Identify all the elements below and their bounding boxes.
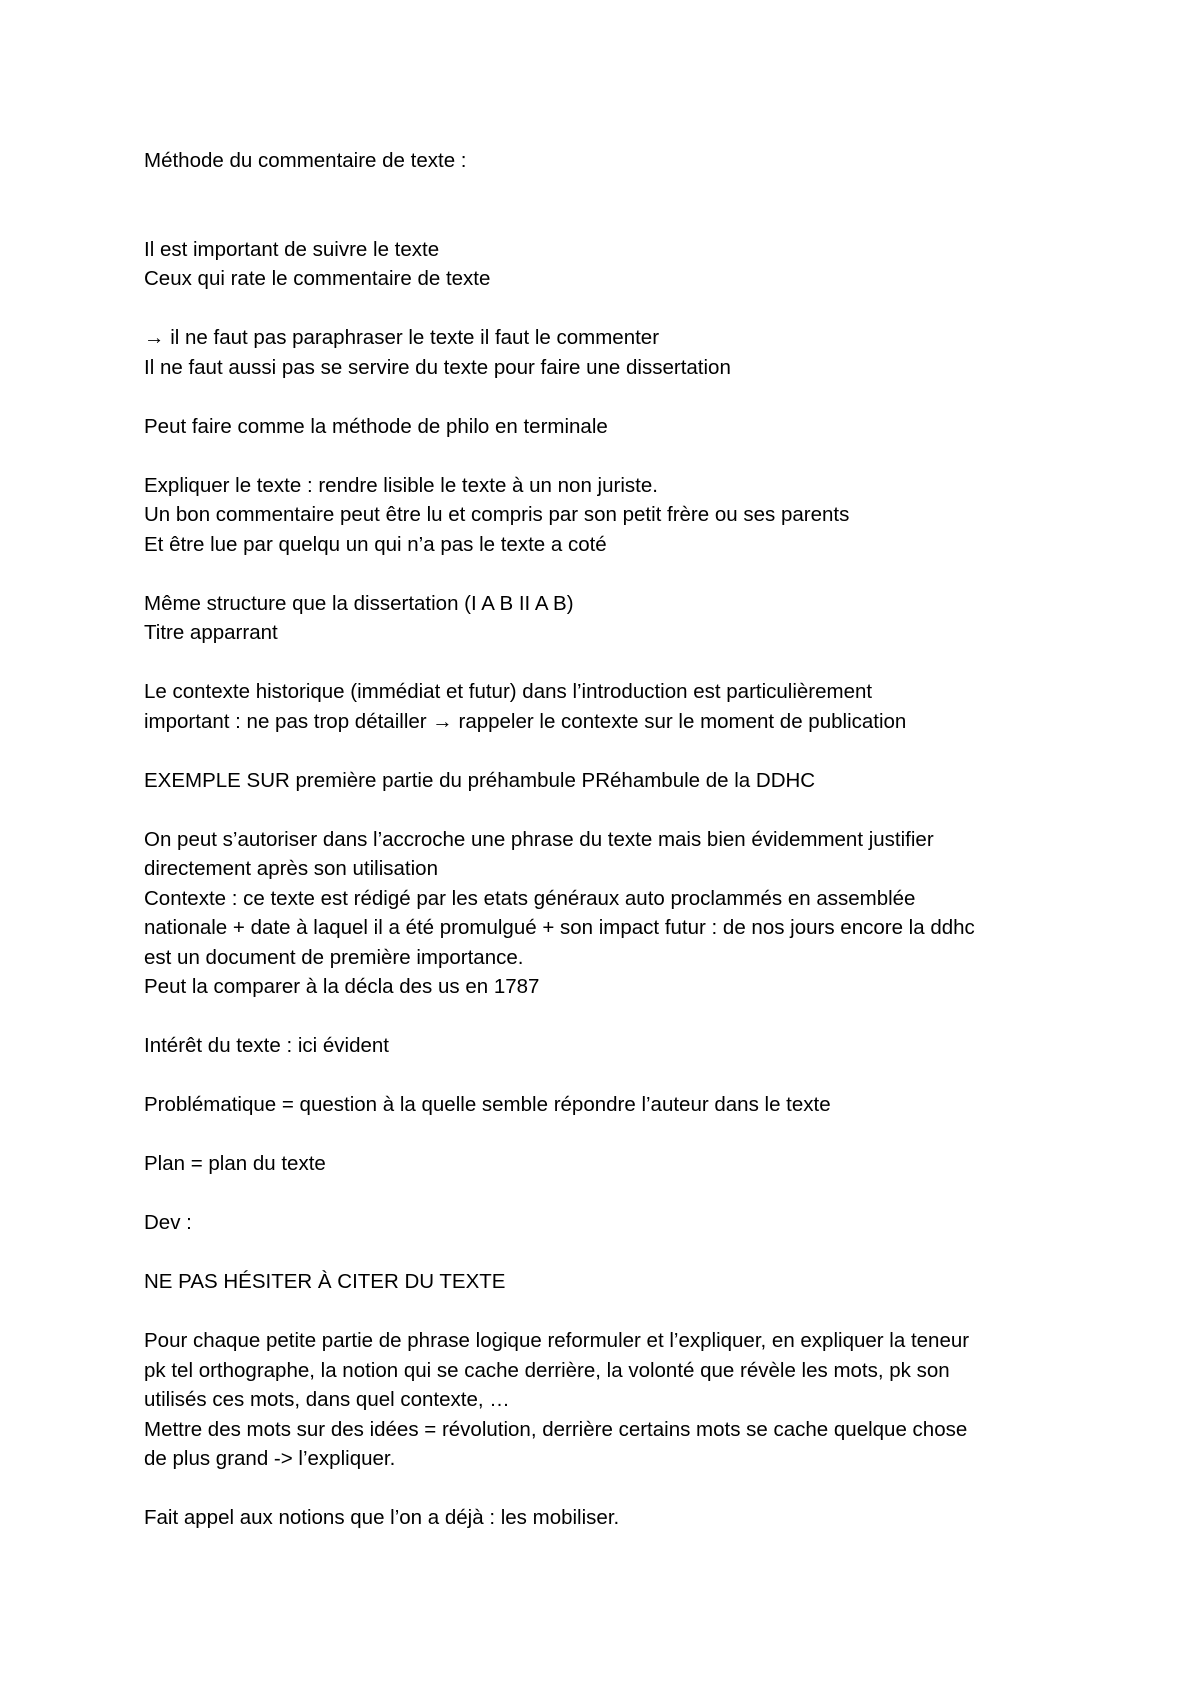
text-line: Il ne faut aussi pas se servire du texte pour faire une dissertation — [144, 355, 731, 379]
text-line: Fait appel aux notions que l’on a déjà : les mobiliser. — [144, 1506, 620, 1529]
paragraph — [144, 471, 1064, 560]
text-line: utilisés ces mots, dans quel contexte, … — [144, 1388, 510, 1411]
text-line: Il est important de suivre le texte — [144, 237, 440, 261]
text-line: Un bon commentaire peut être lu et compris par son petit frère ou ses parents — [144, 503, 850, 526]
text-line: de plus grand -> l’expliquer. — [144, 1447, 396, 1470]
text-line: EXEMPLE SUR première partie du préhambule PRéhambule de la DDHC — [144, 768, 816, 792]
text-line: est un document de première importance. — [144, 945, 524, 969]
text-line: Même structure que la dissertation (I A B II A B) — [144, 591, 574, 615]
paragraph — [144, 412, 1064, 442]
paragraph — [144, 589, 1064, 648]
paragraph — [144, 1326, 1064, 1474]
title-line: Méthode du commentaire de texte : — [144, 149, 467, 172]
text-line: → il ne faut pas paraphraser le texte il faut le commenter — [144, 326, 660, 349]
paragraph — [144, 677, 1064, 736]
text-line: Pour chaque petite partie de phrase logique reformuler et l’expliquer, en expliquer la teneur — [144, 1329, 970, 1352]
text-line: Ceux qui rate le commentaire de texte — [144, 267, 491, 290]
text-line: important : ne pas trop détailler → rappeler le contexte sur le moment de publication — [144, 709, 907, 733]
paragraph — [144, 323, 1064, 382]
text-line: Titre apparrant — [144, 621, 278, 644]
text-line: Dev : — [144, 1211, 192, 1234]
paragraph — [144, 1503, 1064, 1533]
paragraph — [144, 235, 1064, 294]
text-line: Expliquer le texte : rendre lisible le texte à un non juriste. — [144, 473, 658, 497]
paragraph — [144, 1267, 1064, 1297]
paragraph — [144, 1090, 1064, 1120]
paragraph — [144, 766, 1064, 796]
paragraph — [144, 1208, 1064, 1238]
text-line: directement après son utilisation — [144, 857, 438, 880]
text-line: Peut faire comme la méthode de philo en terminale — [144, 414, 608, 438]
text-line: On peut s’autoriser dans l’accroche une phrase du texte mais bien évidemment justifier — [144, 827, 934, 851]
text-line: nationale + date à laquel il a été promulgué + son impact futur : de nos jours encore la ddhc — [144, 916, 975, 939]
paragraph — [144, 1149, 1064, 1179]
text-line: Le contexte historique (immédiat et futur) dans l’introduction est particulièrement — [144, 680, 873, 703]
text-line: Contexte : ce texte est rédigé par les etats généraux auto proclammés en assemblée — [144, 886, 916, 910]
document-body — [144, 146, 1064, 1562]
text-line: Peut la comparer à la décla des us en 1787 — [144, 975, 540, 998]
text-line: NE PAS HÉSITER À CITER DU TEXTE — [144, 1270, 506, 1293]
text-line: Problématique = question à la quelle semble répondre l’auteur dans le texte — [144, 1093, 831, 1116]
text-line: Et être lue par quelqu un qui n’a pas le texte a coté — [144, 532, 607, 556]
text-line: Plan = plan du texte — [144, 1152, 326, 1175]
paragraph — [144, 825, 1064, 1002]
text-line: Mettre des mots sur des idées = révolution, derrière certains mots se cache quelque chose — [144, 1417, 968, 1441]
text-line: Intérêt du texte : ici évident — [144, 1034, 389, 1057]
document-title — [144, 146, 1064, 176]
text-line: pk tel orthographe, la notion qui se cache derrière, la volonté que révèle les mots, pk son — [144, 1358, 950, 1382]
paragraph-list — [144, 235, 1064, 1533]
paragraph — [144, 1031, 1064, 1061]
